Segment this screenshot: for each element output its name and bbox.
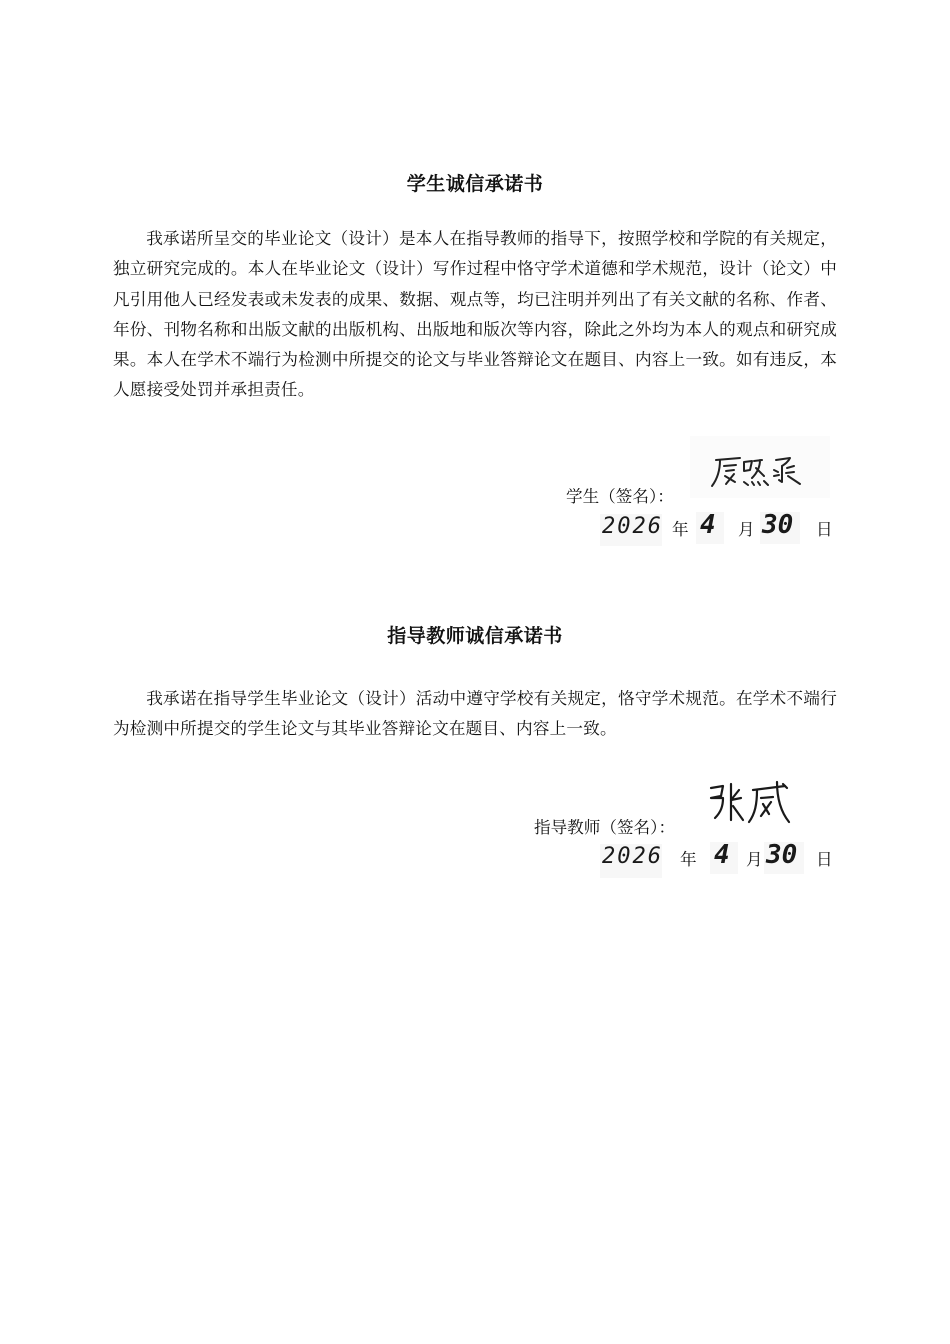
student-date-day-unit: 日 [816,520,833,539]
student-date-month-unit: 月 [738,520,755,539]
advisor-date-month: 4 [714,840,730,870]
advisor-date-day-unit: 日 [816,850,833,869]
student-pledge-title: 学生诚信承诺书 [406,173,544,195]
advisor-handwritten-signature [703,776,793,832]
advisor-date-year-unit: 年 [680,850,697,869]
student-signature-label: 学生（签名）： [566,487,674,506]
student-date-year: 2026 [602,514,663,539]
student-date [596,510,846,546]
advisor-date-year: 2026 [602,844,663,869]
advisor-date-month-unit: 月 [746,850,763,869]
advisor-date [596,840,846,876]
advisor-signature-label: 指导教师（签名）： [534,818,676,837]
advisor-pledge-title: 指导教师诚信承诺书 [387,625,563,647]
student-date-month: 4 [700,510,716,540]
student-date-year-unit: 年 [672,520,689,539]
student-handwritten-signature [690,436,830,498]
advisor-pledge-paragraph: 我承诺在指导学生毕业论文（设计）活动中遵守学校有关规定，恪守学术规范。在学术不端行为检测中所提交的学生论文与其毕业答辩论文在题目、内容上一致。 [113,689,837,739]
advisor-date-day: 30 [766,840,798,870]
student-pledge-paragraph: 我承诺所呈交的毕业论文（设计）是本人在指导教师的指导下，按照学校和学院的有关规定，独立研究完成的。本人在毕业论文（设计）写作过程中恪守学术道德和学术规范，设计（论文）中凡引用他人已经发表或未发表的成果、数据、观点等，均已注明并列出了有关文献的名称、作者、年份、刊物名称和出版文献的出版机构、出版地和版次等内容，除此之外均为本人的观点和研究成果。本人在学术不端行为检测中所提交的论文与毕业答辩论文在题目、内容上一致。如有违反，本人愿接受处罚并承担责任。 [113,229,837,400]
student-date-day: 30 [762,510,794,540]
